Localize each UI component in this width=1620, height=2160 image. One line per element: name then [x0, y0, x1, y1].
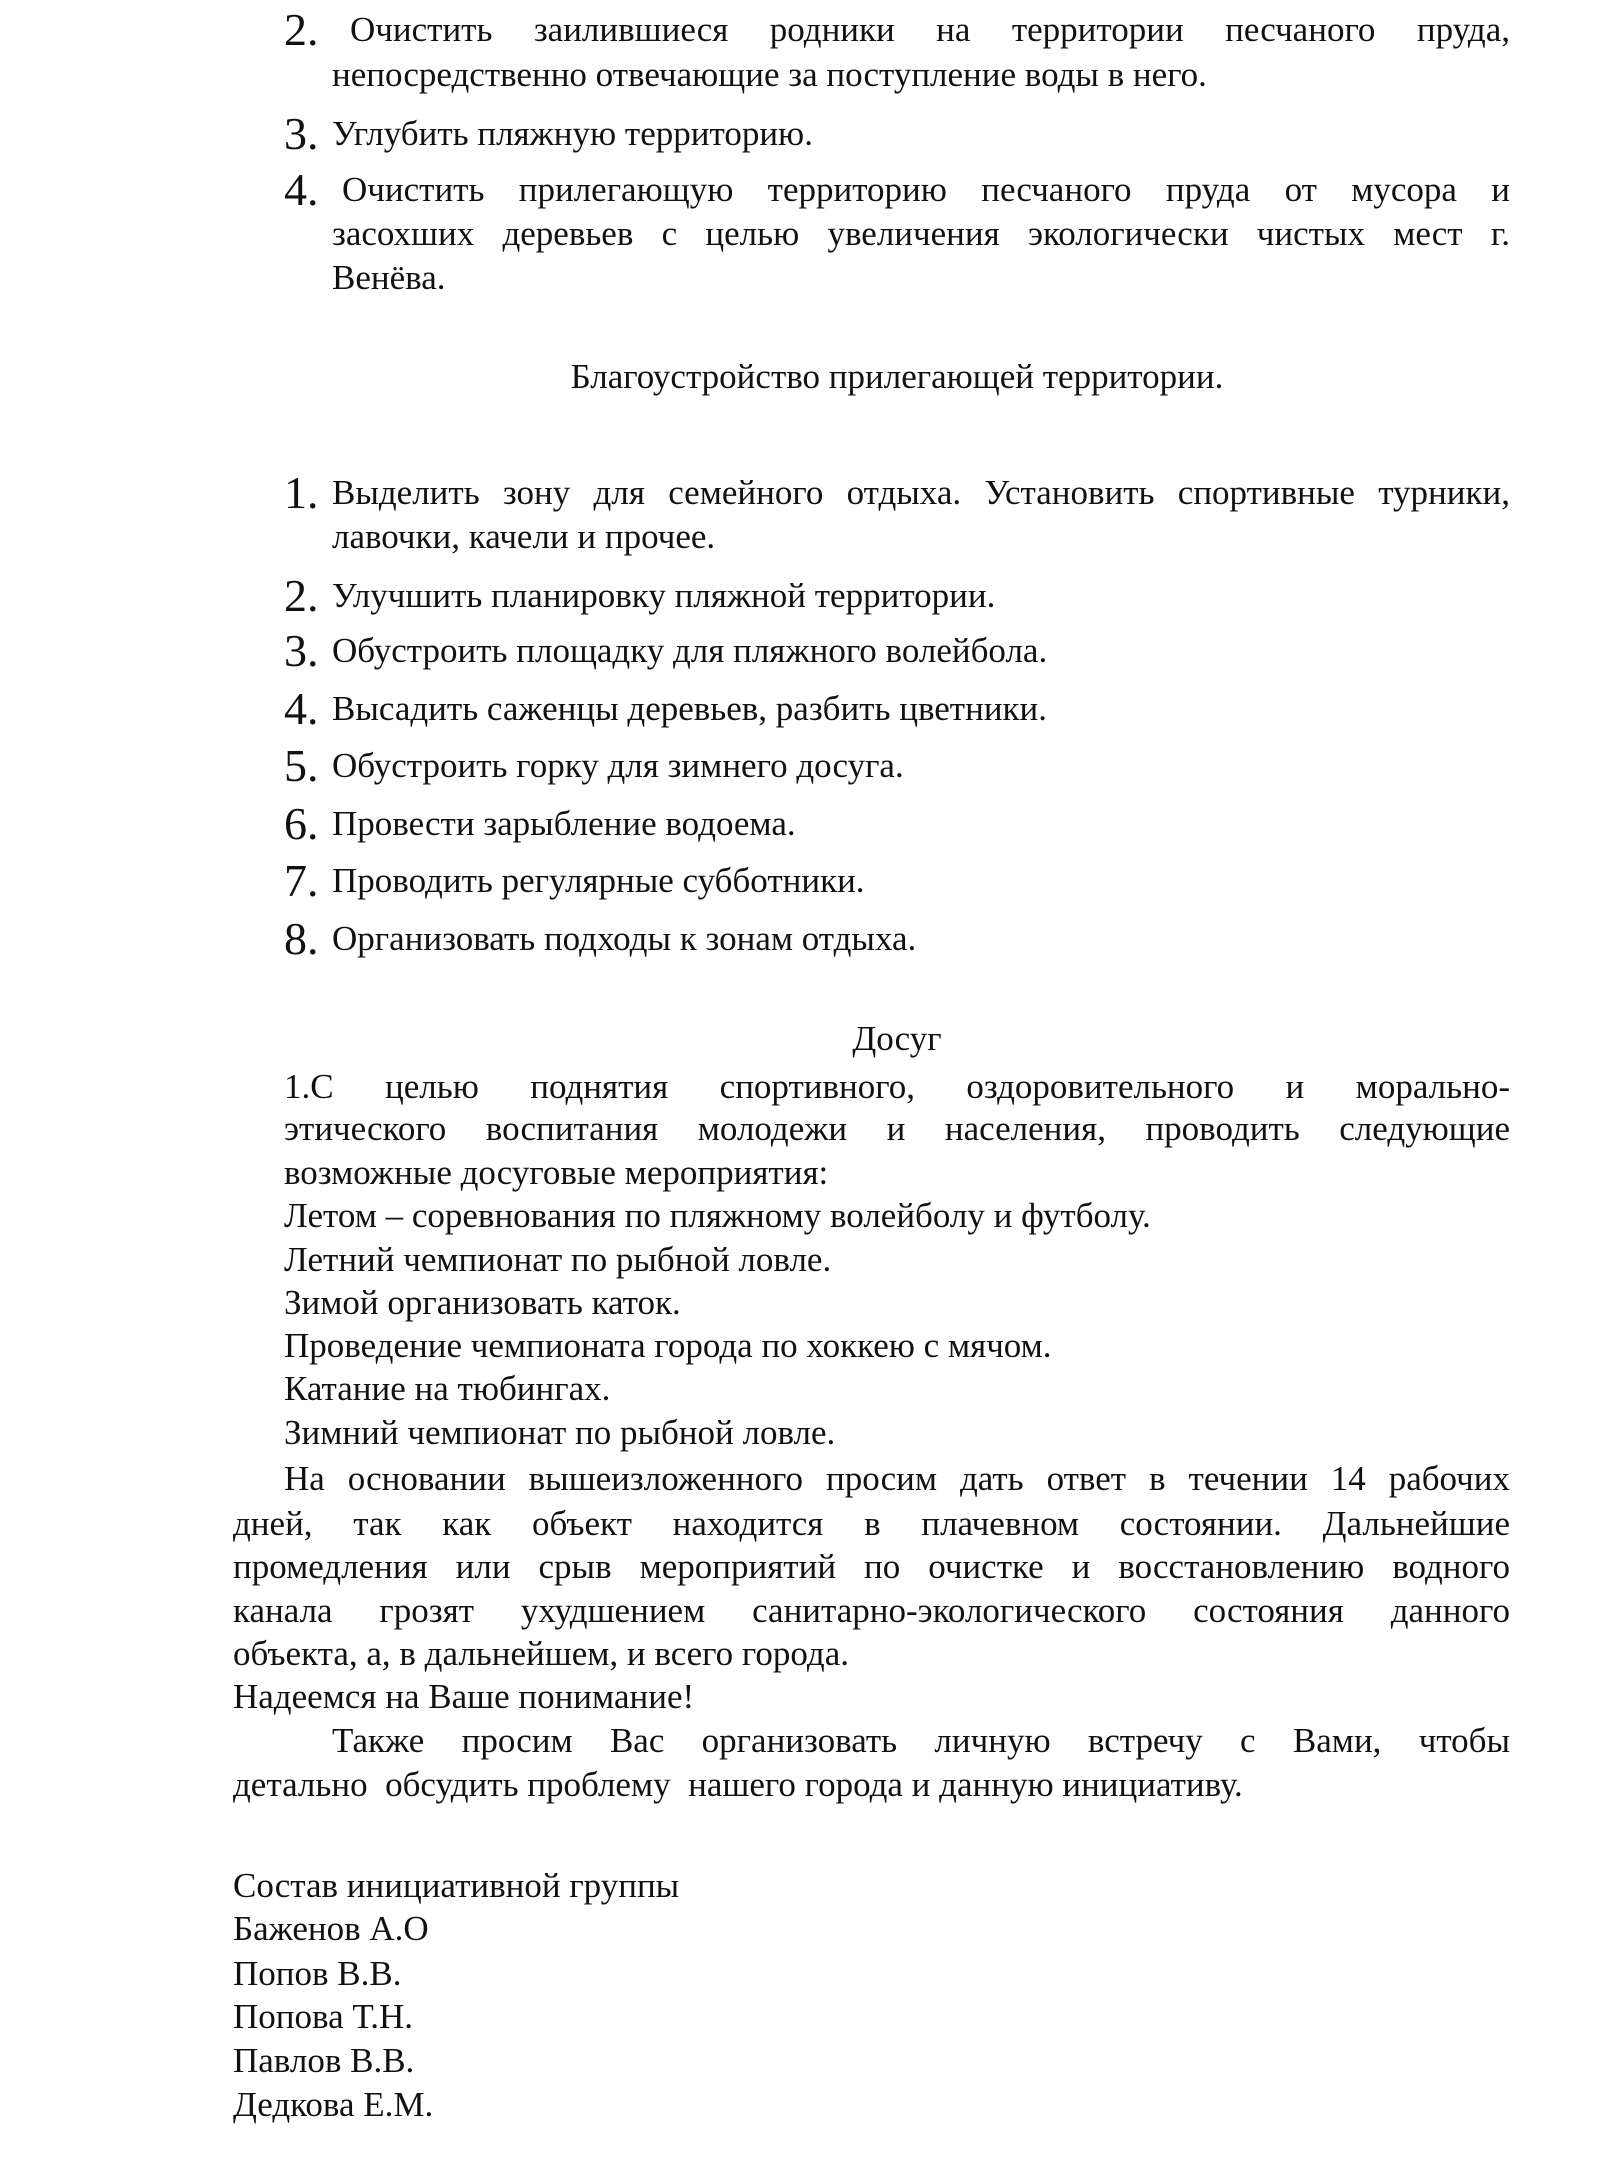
paragraph-line: объекта, а, в дальнейшем, и всего города.: [233, 1634, 849, 1673]
paragraph-line: промедления или срыв мероприятий по очистке и восстановлению водного: [233, 1547, 1510, 1586]
list-item-text: Очистить прилегающую территорию песчаного пруда от мусора и: [342, 170, 1510, 209]
paragraph-line: детально обсудить проблему нашего города и данную инициативу.: [233, 1765, 1243, 1804]
list-item-text: лавочки, качели и прочее.: [332, 517, 716, 556]
paragraph-line: возможные досуговые мероприятия:: [284, 1153, 829, 1192]
paragraph-line: этического воспитания молодежи и населения, проводить следующие: [284, 1109, 1510, 1148]
event-line: Летом – соревнования по пляжному волейболу и футболу.: [284, 1196, 1151, 1235]
list-number: 2.: [284, 570, 319, 621]
list-number: 3.: [284, 625, 319, 676]
event-line: Проведение чемпионата города по хоккею с мячом.: [284, 1326, 1052, 1365]
list-number: 7.: [284, 855, 319, 906]
list-item-text: Обустроить площадку для пляжного волейбола.: [332, 631, 1048, 670]
list-item-text: Очистить заилившиеся родники на территории песчаного пруда,: [350, 10, 1510, 49]
section-heading: Благоустройство прилегающей территории.: [570, 357, 1224, 396]
group-member: Дедкова Е.М.: [233, 2085, 434, 2124]
paragraph-line: Также просим Вас организовать личную встречу с Вами, чтобы: [332, 1721, 1510, 1760]
group-title: Состав инициативной группы: [233, 1866, 680, 1905]
group-member: Попова Т.Н.: [233, 1997, 414, 2036]
list-item-text: Углубить пляжную территорию.: [332, 114, 813, 153]
list-item-text: непосредственно отвечающие за поступление воды в него.: [332, 55, 1207, 94]
paragraph-line: канала грозят ухудшением санитарно-экологического состояния данного: [233, 1591, 1510, 1630]
list-item-text: Провести зарыбление водоема.: [332, 804, 796, 843]
list-number: 4.: [284, 164, 319, 215]
list-number: 5.: [284, 740, 319, 791]
list-item-text: Обустроить горку для зимнего досуга.: [332, 746, 904, 785]
list-number: 3.: [284, 108, 319, 159]
group-member: Попов В.В.: [233, 1954, 402, 1993]
list-number: 2.: [284, 4, 319, 55]
section-heading: Досуг: [852, 1019, 942, 1058]
list-item-text: засохших деревьев с целью увеличения экологически чистых мест г.: [332, 214, 1510, 253]
event-line: Зимой организовать каток.: [284, 1283, 681, 1322]
list-item-text: Улучшить планировку пляжной территории.: [332, 576, 996, 615]
list-item-text: Высадить саженцы деревьев, разбить цветники.: [332, 689, 1048, 728]
paragraph-line: На основании вышеизложенного просим дать ответ в течении 14 рабочих: [284, 1459, 1510, 1498]
group-member: Баженов А.О: [233, 1909, 429, 1948]
list-item-text: Выделить зону для семейного отдыха. Установить спортивные турники,: [332, 473, 1510, 512]
group-member: Павлов В.В.: [233, 2041, 415, 2080]
list-number: 1.: [284, 467, 319, 518]
event-line: Летний чемпионат по рыбной ловле.: [284, 1240, 832, 1279]
paragraph-line: дней, так как объект находится в плачевном состоянии. Дальнейшие: [233, 1504, 1510, 1543]
list-item-text: Венёва.: [332, 258, 446, 297]
event-line: Зимний чемпионат по рыбной ловле.: [284, 1413, 836, 1452]
list-item-text: Организовать подходы к зонам отдыха.: [332, 919, 917, 958]
list-number: 4.: [284, 683, 319, 734]
list-number: 8.: [284, 913, 319, 964]
list-number: 6.: [284, 798, 319, 849]
list-item-text: Проводить регулярные субботники.: [332, 861, 865, 900]
paragraph-line: 1.С целью поднятия спортивного, оздоровительного и морально-: [284, 1067, 1510, 1106]
event-line: Катание на тюбингах.: [284, 1369, 611, 1408]
paragraph-line: Надеемся на Ваше понимание!: [233, 1677, 695, 1716]
